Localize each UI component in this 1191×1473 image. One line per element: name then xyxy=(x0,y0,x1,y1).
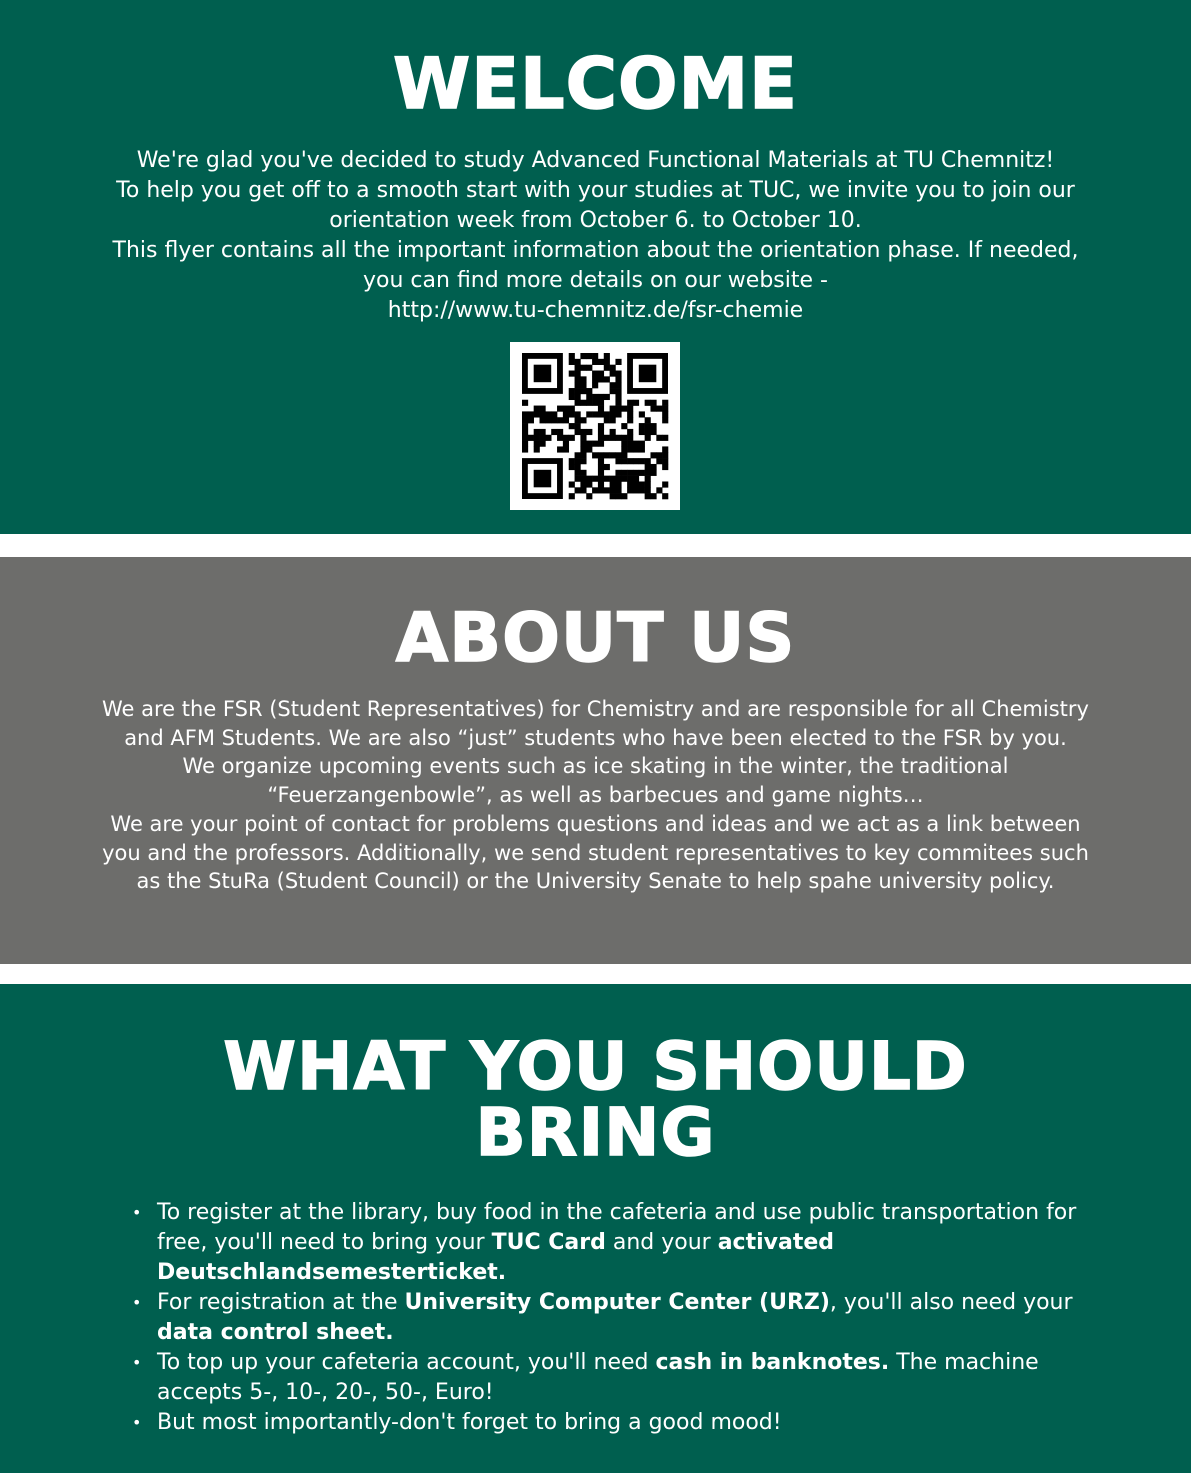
about-line: and AFM Students. We are also “just” students who have been elected to the FSR by you. xyxy=(124,725,1067,750)
bring-heading-line2: BRING xyxy=(475,1094,716,1171)
welcome-heading: WELCOME xyxy=(393,43,798,125)
item-text: But most importantly-don't forget to bring a good mood! xyxy=(157,1410,782,1435)
qr-code-icon[interactable] xyxy=(510,342,680,510)
item-text: , you'll also need your xyxy=(829,1290,1073,1315)
about-line: We organize upcoming events such as ice skating in the winter, the traditional xyxy=(182,754,1009,779)
bring-heading-line1: WHAT YOU SHOULD xyxy=(223,1028,968,1105)
item-bold: University Computer Center (URZ) xyxy=(404,1290,830,1315)
welcome-line: We're glad you've decided to study Advanced Functional Materials at TU Chemnitz! xyxy=(136,148,1055,173)
item-bold: cash in banknotes. xyxy=(655,1350,890,1375)
item-text: For registration at the xyxy=(157,1290,405,1315)
item-text: To register at the library, buy food in the cafeteria and use public transportation for free, you'll need to bring your xyxy=(157,1200,1077,1255)
about-line: as the StuRa (Student Council) or the University Senate to help spahe university policy. xyxy=(136,869,1055,894)
list-item xyxy=(132,1288,1092,1348)
about-line: We are your point of contact for problems questions and ideas and we act as a link between xyxy=(110,811,1081,836)
welcome-text xyxy=(0,146,1191,326)
bring-section xyxy=(0,984,1191,1473)
item-bold: data control sheet. xyxy=(157,1320,394,1345)
item-bold: TUC Card xyxy=(491,1230,606,1255)
welcome-section xyxy=(0,0,1191,534)
list-item xyxy=(132,1198,1092,1288)
welcome-line: orientation week from October 6. to October 10. xyxy=(329,208,862,233)
about-line: “Feuerzangenbowle”, as well as barbecues and game nights… xyxy=(267,783,924,808)
welcome-line: To help you get off to a smooth start with your studies at TUC, we invite you to join our xyxy=(116,178,1075,203)
item-text: To top up your cafeteria account, you'll need xyxy=(157,1350,656,1375)
item-text: and your xyxy=(605,1230,718,1255)
about-line: We are the FSR (Student Representatives) for Chemistry and are responsible for all Chemistry xyxy=(102,697,1089,721)
item-bold: activated Deutschlandsemesterticket. xyxy=(157,1230,835,1285)
about-section xyxy=(0,557,1191,964)
list-item xyxy=(132,1348,1092,1408)
welcome-line: This flyer contains all the important information about the orientation phase. If needed, xyxy=(112,238,1079,263)
item-text: The machine accepts 5-, 10-, 20-, 50-, Euro! xyxy=(157,1350,1039,1405)
website-link[interactable]: http://www.tu-chemnitz.de/fsr-chemie xyxy=(387,298,804,323)
about-line: you and the professors. Additionally, we send student representatives to key commitees such xyxy=(102,840,1089,865)
list-item xyxy=(132,1408,1092,1438)
about-heading: ABOUT US xyxy=(395,599,796,678)
welcome-line: you can find more details on our website - xyxy=(363,268,828,293)
about-text xyxy=(0,695,1191,896)
bring-list xyxy=(132,1198,1092,1438)
bring-heading xyxy=(0,1028,1191,1171)
